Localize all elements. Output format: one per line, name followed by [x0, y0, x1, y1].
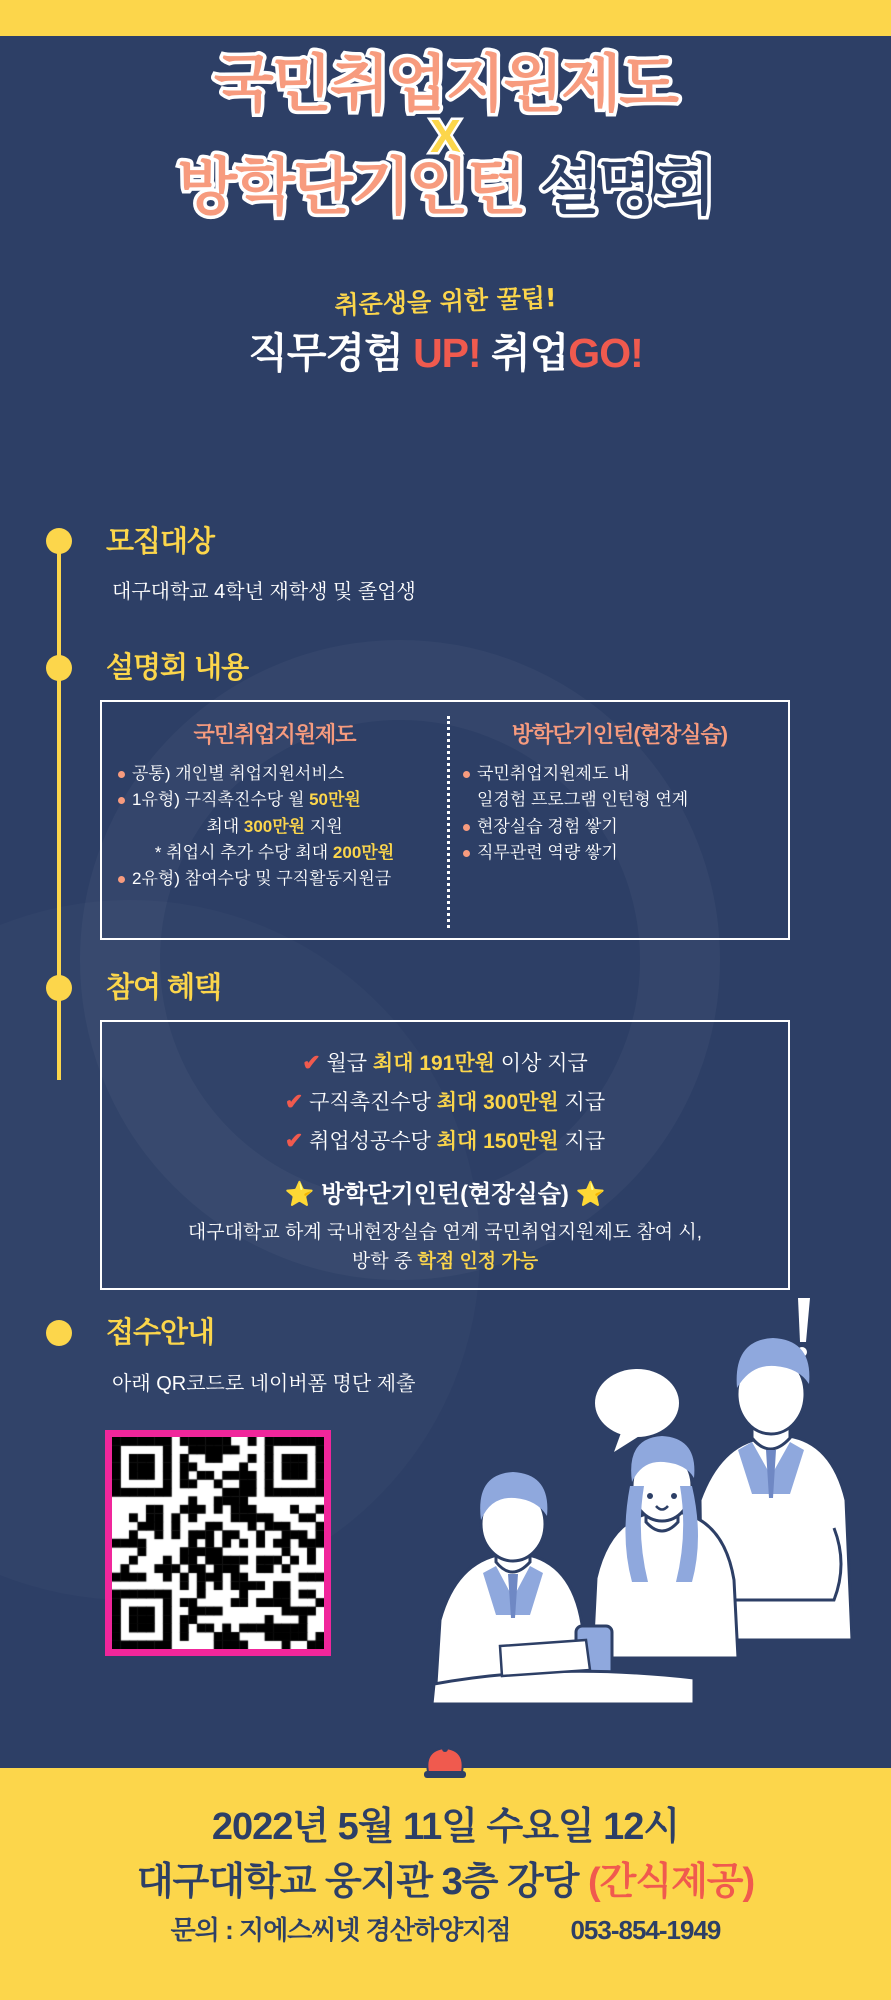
- list-item-text: 1유형) 구직촉진수당 월: [132, 790, 310, 810]
- slogan-part-a: 직무경험: [248, 330, 414, 376]
- benefits-note-highlight: 학점 인정 가능: [417, 1250, 539, 1272]
- check-icon: ✔: [284, 1088, 304, 1114]
- headline-line-2-b: 설명회: [524, 153, 714, 223]
- benefit-amount: 최대 191만원: [372, 1052, 495, 1075]
- list-item: [116, 814, 433, 840]
- briefing-column-left: [102, 702, 447, 942]
- headline-x-mark: X: [430, 110, 461, 163]
- benefits-note-line-1: 대구대학교 하계 국내현장실습 연계 국민취업지원제도 참여 시,: [187, 1222, 703, 1244]
- list-item: [116, 840, 433, 866]
- slogan-up: UP!: [413, 330, 481, 376]
- section-title-benefits: 참여 혜택: [106, 972, 222, 1004]
- footer-datetime: 2022년 5월 11일 수요일 12시: [211, 1806, 680, 1848]
- footer-contact-label: 문의 : 지에스씨넷 경산하양지점: [170, 1915, 511, 1945]
- timeline-dot-2: [46, 655, 72, 681]
- right-column-bullets: [447, 761, 792, 866]
- headline-line-1: 국민취업지원제도: [213, 50, 678, 119]
- footer-venue-main: 대구대학교 웅지관 3층 강당: [136, 1861, 588, 1903]
- footer-venue-note: (간식제공): [588, 1861, 755, 1903]
- handwritten-subtitle: 취준생을 위한 꿀팁!: [334, 283, 557, 320]
- section-title-briefing: 설명회 내용: [106, 652, 249, 684]
- right-column-header: 방학단기인턴(현장실습): [511, 722, 728, 747]
- check-icon: ✔: [284, 1127, 304, 1153]
- headline-line-2-a: 방학단기인턴: [177, 153, 525, 223]
- list-item: 공통) 개인별 취업지원서비스: [116, 761, 433, 787]
- footer-venue: [0, 1850, 891, 1905]
- list-item: 국민취업지원제도 내: [461, 761, 778, 787]
- left-column-bullets: [102, 761, 447, 893]
- highlight-amount: 200만원: [332, 843, 395, 863]
- benefit-row: [102, 1122, 788, 1161]
- star-icon-left: ⭐: [284, 1181, 315, 1209]
- benefit-row: [102, 1044, 788, 1083]
- section-text-application: 아래 QR코드로 네이버폼 명단 제출: [112, 1373, 416, 1395]
- star-icon-right: ⭐: [575, 1181, 606, 1209]
- benefit-row: [102, 1083, 788, 1122]
- benefit-post: 지급: [558, 1129, 606, 1153]
- star-line-text: 방학단기인턴(현장실습): [321, 1181, 569, 1209]
- list-item-text-post: 지원: [305, 816, 343, 836]
- timeline-dot-4: [46, 1320, 72, 1346]
- list-item: [116, 787, 433, 813]
- timeline-dot-1: [46, 528, 72, 554]
- benefits-note: [102, 1219, 788, 1276]
- highlight-amount: 300만원: [243, 816, 306, 836]
- benefits-note-pre: 방학 중: [351, 1250, 418, 1272]
- slogan-go: GO!: [568, 330, 643, 376]
- section-title-recruitment: 모집대상: [106, 526, 215, 558]
- benefit-amount: 최대 150만원: [436, 1129, 559, 1153]
- briefing-content-box: [100, 700, 790, 940]
- headline-line-2: [0, 153, 891, 223]
- benefit-post: 이상 지급: [494, 1052, 588, 1075]
- section-text-recruitment: 대구대학교 4학년 재학생 및 졸업생: [112, 581, 416, 603]
- benefit-pre: 구직촉진수당: [309, 1090, 437, 1114]
- footer-contact-phone: 053-854-1949: [570, 1915, 721, 1945]
- list-item: 2유형) 참여수당 및 구직활동지원금: [116, 866, 433, 892]
- timeline-dot-3: [46, 975, 72, 1001]
- slogan: [0, 320, 891, 379]
- list-item-text: * 취업시 추가 수당 최대: [154, 843, 333, 863]
- section-title-application: 접수안내: [106, 1317, 215, 1349]
- slogan-part-b: 취업: [480, 330, 569, 376]
- top-yellow-bar: [0, 0, 891, 36]
- qr-code-canvas: [112, 1437, 324, 1649]
- benefit-pre: 취업성공수당: [309, 1129, 437, 1153]
- qr-code[interactable]: [105, 1430, 331, 1656]
- list-item: 현장실습 경험 쌓기: [461, 814, 778, 840]
- benefits-box: [100, 1020, 790, 1290]
- check-icon: ✔: [302, 1050, 321, 1075]
- benefits-star-line: [102, 1174, 788, 1209]
- briefing-column-right: [447, 702, 792, 942]
- highlight-amount: 50만원: [309, 790, 361, 810]
- benefit-pre: 월급: [326, 1052, 373, 1075]
- benefit-post: 지급: [558, 1090, 606, 1114]
- people-illustration: [400, 1290, 870, 1710]
- benefits-note-line-2: [102, 1248, 788, 1277]
- left-column-header: 국민취업지원제도: [193, 722, 356, 747]
- list-item-continuation: 일경험 프로그램 인턴형 연계: [477, 790, 689, 810]
- list-item: 직무관련 역량 쌓기: [461, 840, 778, 866]
- list-item-text: 최대: [206, 816, 244, 836]
- footer-contact: [0, 1910, 891, 1947]
- benefit-amount: 최대 300만원: [436, 1090, 559, 1114]
- telephone-icon: [422, 1742, 468, 1782]
- headline-block: [0, 50, 891, 223]
